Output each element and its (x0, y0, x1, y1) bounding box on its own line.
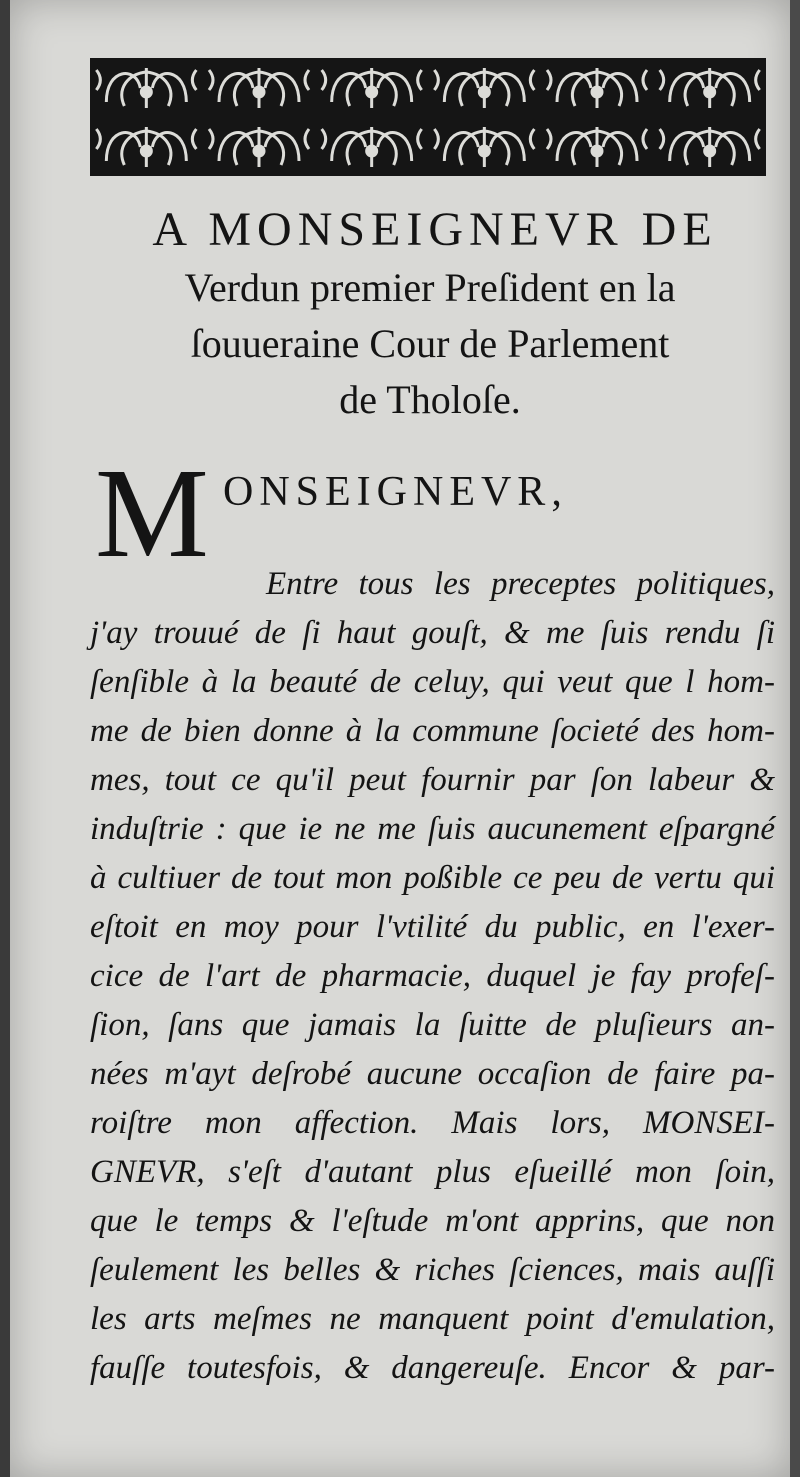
dedication-line: A MONSEIGNEVR DE (152, 203, 718, 256)
ornament-motif (547, 127, 647, 167)
ornament-motif (434, 68, 534, 108)
gutter-shadow (0, 0, 10, 1477)
text-line: induſtrie : que ie ne me ſuis aucunement eſpargné (90, 811, 775, 847)
text-line: ſeulement les belles & riches ſciences, mais auſſi (90, 1252, 775, 1288)
salutation-text: ONSEIGNEVR, (223, 469, 568, 515)
text-line: mes, tout ce qu'il peut fournir par ſon labeur & (90, 762, 775, 798)
text-line: ſion, ſans que jamais la ſuitte de pluſieurs an- (90, 1007, 775, 1043)
text-line: ſenſible à la beauté de celuy, qui veut que l hom- (90, 664, 775, 700)
ornament-motif (660, 68, 760, 108)
text-line: j'ay trouué de ſi haut gouſt, & me ſuis rendu ſi (90, 615, 775, 651)
text-line: à cultiuer de tout mon poßible ce peu de vertu qui (90, 860, 775, 896)
text-line: GNEVR, s'eſt d'autant plus eſueillé mon ſoin, (90, 1154, 775, 1190)
ornament-motif (209, 127, 309, 167)
ornament-motif (209, 68, 309, 108)
dedication-line: de Tholoſe. (339, 377, 521, 422)
page-edge (790, 0, 800, 1477)
text-line: roiſtre mon affection. Mais lors, MONSEI- (90, 1105, 775, 1141)
ornament-motif (660, 127, 760, 167)
ornament-graphic (90, 58, 766, 176)
ornament-motif (434, 127, 534, 167)
text-line: les arts meſmes ne manquent point d'emulation, (90, 1301, 775, 1337)
ornament-motif (96, 127, 196, 167)
text-line: cice de l'art de pharmacie, duquel je fay profeſ- (90, 958, 775, 994)
ornament-motif (547, 68, 647, 108)
ornament-motif (322, 68, 422, 108)
book-page (10, 0, 790, 1477)
floral-ornament-band (90, 58, 766, 176)
text-line: eſtoit en moy pour l'vtilité du public, en l'exer- (90, 909, 775, 945)
ornament-motif (322, 127, 422, 167)
text-line: me de bien donne à la commune ſocieté des hom- (90, 713, 775, 749)
text-line: que le temps & l'eſtude m'ont apprins, que non (90, 1203, 775, 1239)
body-text (90, 560, 775, 1393)
dedication-line: Verdun premier Preſident en la (184, 265, 676, 310)
ornament-motif (96, 68, 196, 108)
dedication-line: ſouueraine Cour de Parlement (190, 321, 670, 366)
dedication-heading (80, 200, 780, 428)
text-line: Entre tous les preceptes politiques, (266, 566, 775, 602)
text-line: nées m'ayt deſrobé aucune occaſion de faire pa- (90, 1056, 775, 1092)
text-line: fauſſe toutesfois, & dangereuſe. Encor & par- (90, 1350, 775, 1386)
drop-cap: M (95, 442, 209, 584)
